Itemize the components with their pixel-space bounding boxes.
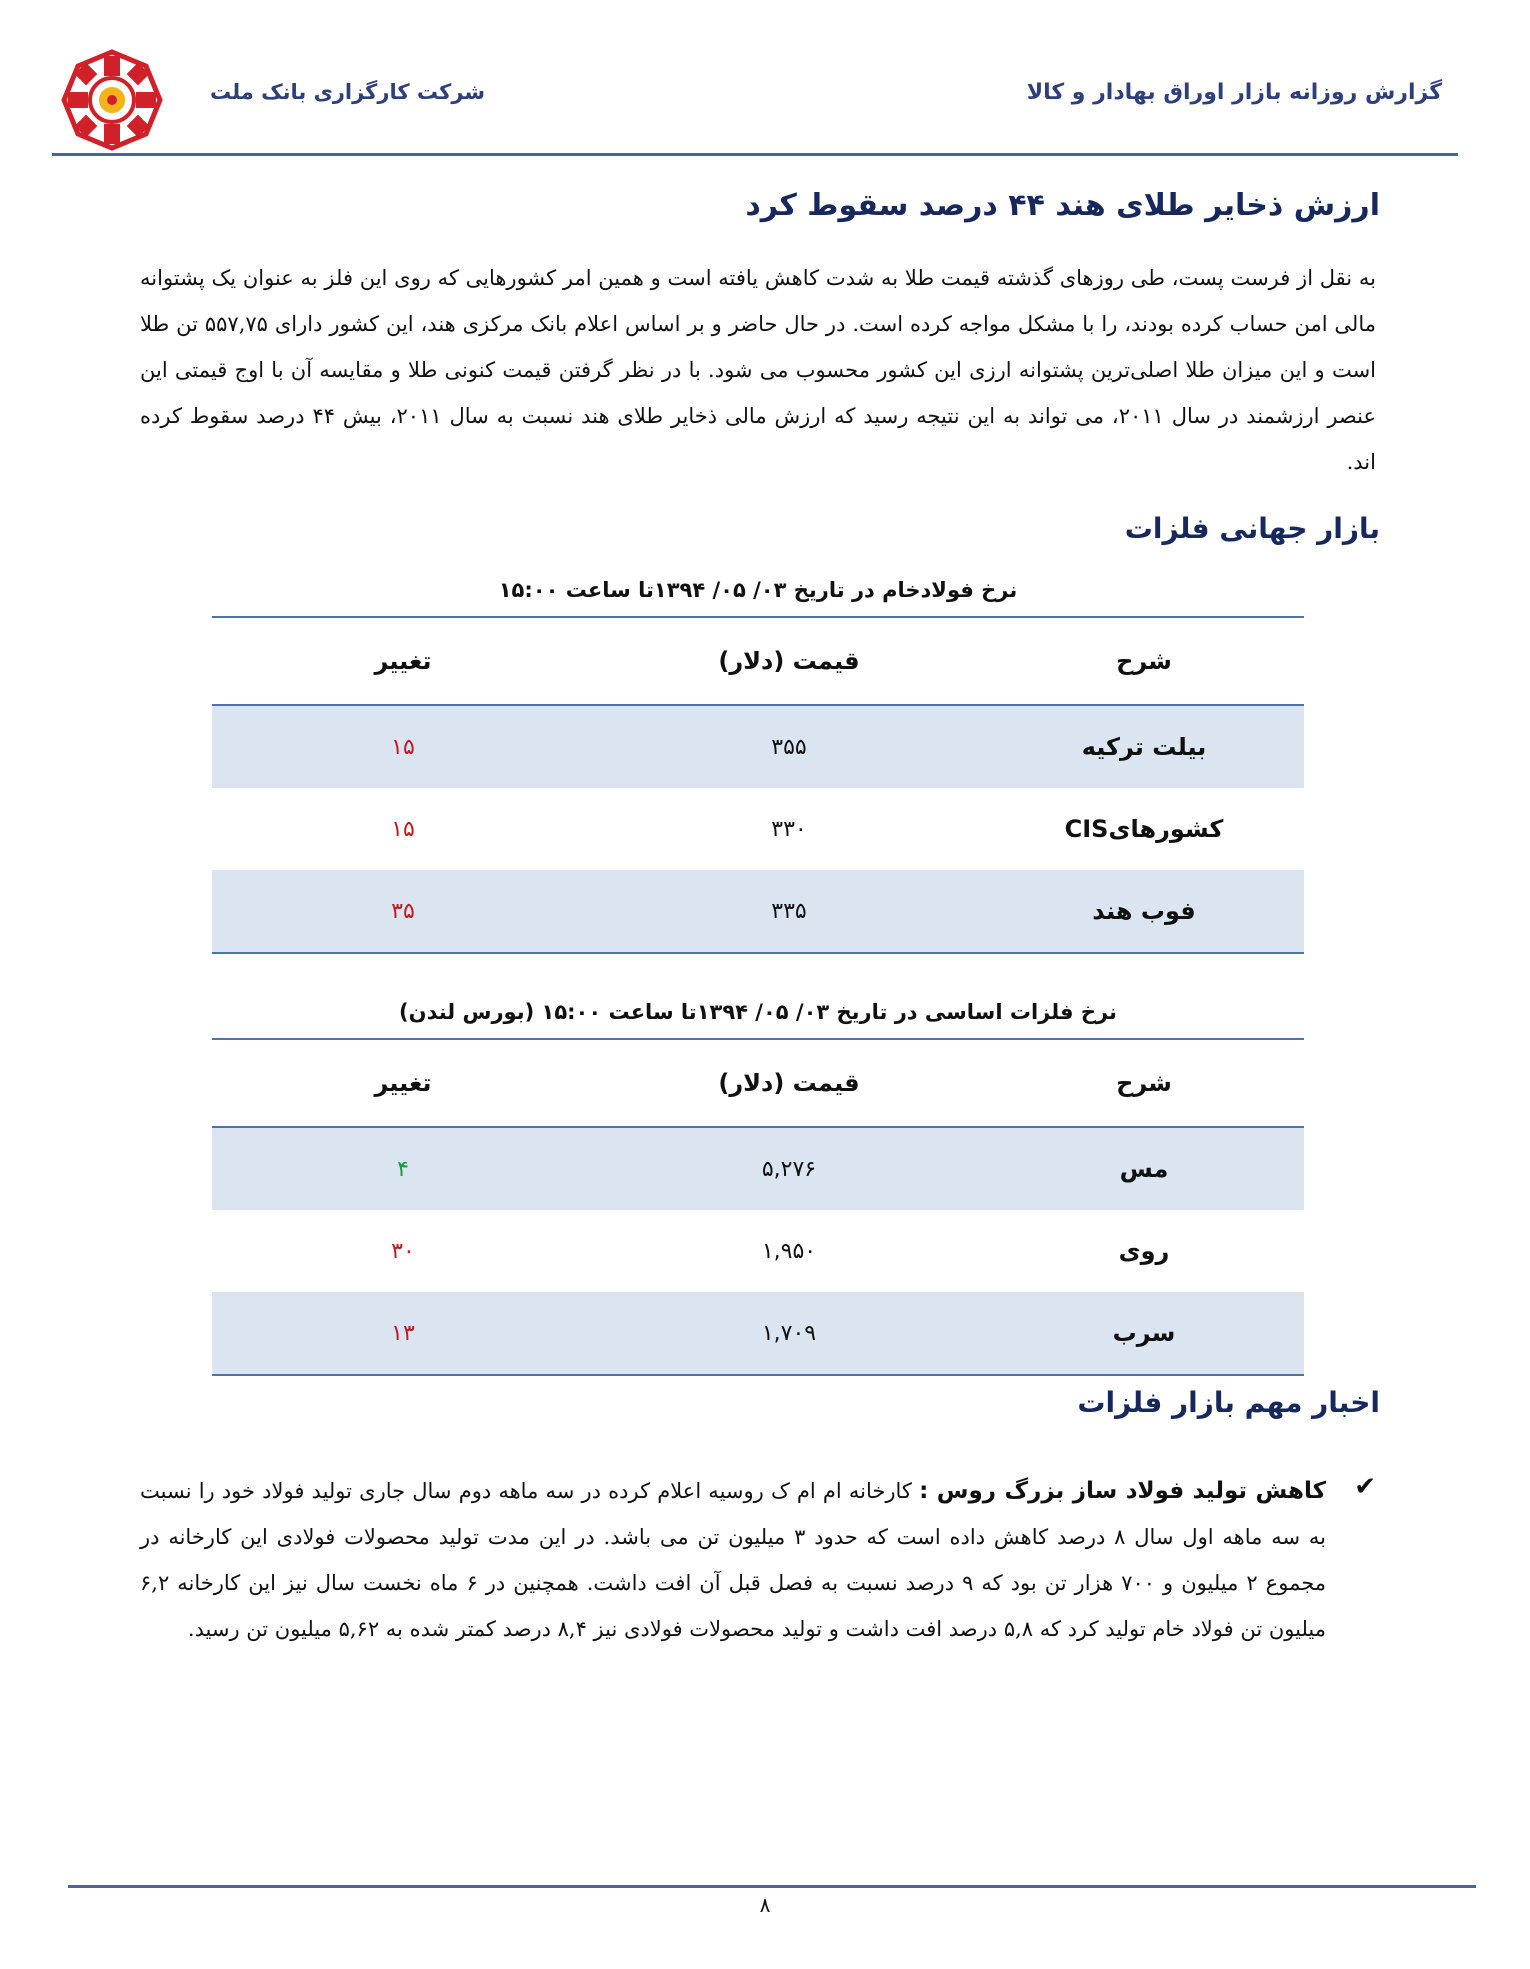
- company-logo: [60, 48, 164, 152]
- base-metals-price-table: [212, 1038, 1304, 1376]
- row-price: ۳۵۵: [771, 734, 807, 760]
- row-change: ۴: [397, 1156, 409, 1182]
- checkmark-icon: ✔: [1354, 1472, 1376, 1502]
- row-desc: فوب هند: [1092, 897, 1196, 925]
- table-row: [212, 788, 1304, 870]
- article-body: به نقل از فرست پست، طی روزهای گذشته قیمت طلا به شدت کاهش یافته است و همین امر کشورهایی که روی این فلز به عنوان یک پشتوانه مالی امن حساب کرده بودند، را با مشکل مواجه کرده است. در حال حاضر و بر اساس اعلام بانک مرکزی هند، این کشور دارای ۵۵۷,۷۵ تن طلا است و این میزان طلا اصلی‌ترین پشتوانه ارزی این کشور محسوب می شود. با در نظر گرفتن قیمت کنونی طلا و مقایسه آن با اوج قیمتی این عنصر ارزشمند در سال ۲۰۱۱، می تواند به این نتیجه رسید که ارزش مالی ذخایر طلای هند نسبت به سال ۲۰۱۱، بیش ۴۴ درصد سقوط کرده اند.: [140, 266, 1376, 474]
- table-header-row: [212, 618, 1304, 706]
- news-item-body: کارخانه ام ام ک روسیه اعلام کرده در سه ماهه دوم سال جاری تولید فولاد خود را نسبت به سه ماهه اول سال ۸ درصد کاهش داده است که حدود ۳ میلیون تن می باشد. در این مدت تولید محصولات فولادی این کارخانه در مجموع ۲ میلیون و ۷۰۰ هزار تن بود که ۹ درصد نسبت به فصل قبل آن افت داشت. همچنین در ۶ ماه نخست سال نیز این کارخانه ۶,۲ میلیون تن فولاد خام تولید کرد که ۵,۸ درصد افت داشت و تولید محصولات فولادی نیز ۸,۴ درصد کمتر شده به ۵,۶۲ میلیون تن رسید.: [140, 1479, 1327, 1641]
- news-item-lead: کاهش تولید فولاد ساز بزرگ روس :: [919, 1478, 1326, 1504]
- header-price: قیمت (دلار): [718, 1069, 860, 1097]
- news-item: [140, 1468, 1376, 1652]
- header-desc: شرح: [1116, 647, 1172, 675]
- row-price: ۱,۷۰۹: [761, 1320, 817, 1346]
- steel-table-caption: نرخ فولادخام در تاریخ ۰۳/ ۰۵/ ۱۳۹۴تا ساعت ۱۵:۰۰: [498, 578, 1018, 602]
- company-name: شرکت کارگزاری بانک ملت: [210, 80, 486, 104]
- news-item-text: [140, 1468, 1326, 1652]
- header-divider: [52, 153, 1458, 156]
- row-change: ۳۵: [391, 898, 415, 924]
- page-number: ۸: [759, 1893, 771, 1917]
- row-price: ۳۳۰: [771, 816, 807, 842]
- table-row: [212, 1292, 1304, 1374]
- table-header-row: [212, 1040, 1304, 1128]
- row-desc: مس: [1119, 1155, 1169, 1183]
- row-change: ۳۰: [391, 1238, 415, 1264]
- row-change: ۱۵: [391, 734, 415, 760]
- article-title: ارزش ذخایر طلای هند ۴۴ درصد سقوط کرد: [745, 188, 1380, 223]
- row-desc: کشورهایCIS: [1064, 815, 1224, 843]
- header-change: تغییر: [374, 1069, 432, 1097]
- row-price: ۵,۲۷۶: [761, 1156, 817, 1182]
- row-desc: روی: [1118, 1237, 1170, 1265]
- row-change: ۱۵: [391, 816, 415, 842]
- row-desc: سرب: [1112, 1319, 1176, 1347]
- table-row: [212, 870, 1304, 952]
- base-metals-table-caption: نرخ فلزات اساسی در تاریخ ۰۳/ ۰۵/ ۱۳۹۴تا ساعت ۱۵:۰۰ (بورس لندن): [399, 1000, 1117, 1024]
- footer-divider: [68, 1885, 1476, 1888]
- report-title: گزارش روزانه بازار اوراق بهادار و کالا: [1026, 80, 1442, 105]
- header-change: تغییر: [374, 647, 432, 675]
- row-change: ۱۳: [391, 1320, 415, 1346]
- row-price: ۱,۹۵۰: [761, 1238, 817, 1264]
- table-row: [212, 706, 1304, 788]
- steel-price-table: [212, 616, 1304, 954]
- section-title-metals-news: اخبار مهم بازار فلزات: [1077, 1386, 1380, 1419]
- header-price: قیمت (دلار): [718, 647, 860, 675]
- section-title-world-metals: بازار جهانی فلزات: [1124, 512, 1380, 545]
- row-desc: بیلت ترکیه: [1081, 733, 1207, 761]
- table-row: [212, 1128, 1304, 1210]
- row-price: ۳۳۵: [771, 898, 807, 924]
- header-desc: شرح: [1116, 1069, 1172, 1097]
- table-row: [212, 1210, 1304, 1292]
